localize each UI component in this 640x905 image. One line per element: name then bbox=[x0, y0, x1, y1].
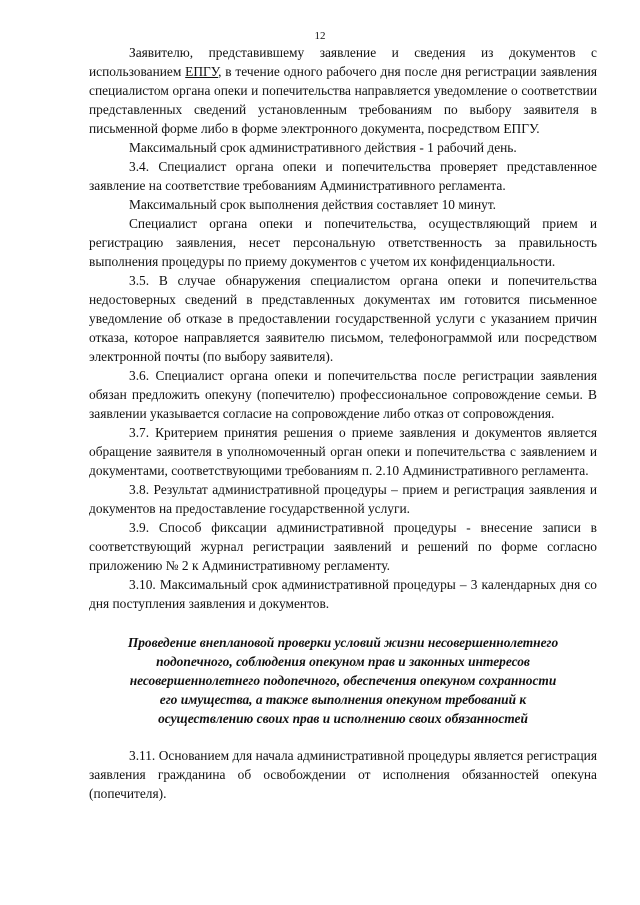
paragraph-max-term-action: Максимальный срок административного действия - 1 рабочий день. bbox=[129, 140, 517, 155]
epgu-link[interactable]: ЕПГУ bbox=[185, 64, 219, 79]
paragraph-3-11: 3.11. Основанием для начала административной процедуры является регистрация заявления гражданина об освобождении от исполнения обязанностей опекуна (попечителя). bbox=[89, 748, 597, 801]
section-heading-line: осуществлению своих прав и исполнению своих обязанностей bbox=[158, 711, 528, 726]
section-heading-line: его имущества, а также выполнения опекуном требований к bbox=[159, 692, 527, 707]
section-heading-line: Проведение внеплановой проверки условий жизни несовершеннолетнего bbox=[127, 635, 559, 650]
document-body bbox=[89, 43, 597, 803]
section-heading-line: подопечного, соблюдения опекуном прав и законных интересов bbox=[156, 654, 530, 669]
paragraph-max-term-10min: Максимальный срок выполнения действия составляет 10 минут. bbox=[129, 197, 497, 212]
paragraph-3-7: 3.7. Критерием принятия решения о приеме заявления и документов является обращение заявителя в уполномоченный орган опеки и попечительства с заявлением и документами, соответствующими требованиям п. 2.10 Административного регламента. bbox=[89, 425, 597, 478]
paragraph-text: Заявителю, представившему заявление и сведения из документов с использованием bbox=[89, 45, 597, 79]
paragraph-responsibility: Специалист органа опеки и попечительства, осуществляющий прием и регистрацию заявления, несет персональную ответственность за правильность выполнения процедуры по приему документов с учетом их конфиденциальности. bbox=[89, 216, 597, 269]
paragraph-3-9: 3.9. Способ фиксации административной процедуры - внесение записи в соответствующий журнал регистрации заявлений и решений по форме согласно приложению № 2 к Административному регламенту. bbox=[89, 520, 597, 573]
paragraph-3-8: 3.8. Результат административной процедуры – прием и регистрация заявления и документов на предоставление государственной услуги. bbox=[89, 482, 597, 516]
paragraph-3-10: 3.10. Максимальный срок административной процедуры – 3 календарных дня со дня поступления заявления и документов. bbox=[89, 577, 597, 611]
paragraph-3-6: 3.6. Специалист органа опеки и попечительства после регистрации заявления обязан предложить опекуну (попечителю) профессиональное сопровождение семьи. В заявлении указывается согласие на сопровождение либо отказ от сопровождения. bbox=[89, 368, 597, 421]
section-heading-line: несовершеннолетнего подопечного, обеспечения опекуном сохранности bbox=[129, 673, 557, 688]
page-number: 12 bbox=[314, 30, 326, 42]
paragraph-3-4: 3.4. Специалист органа опеки и попечительства проверяет представленное заявление на соответствие требованиям Административного регламента. bbox=[89, 159, 597, 193]
paragraph-epgu-notification bbox=[89, 43, 597, 138]
paragraph-text: , в течение одного рабочего дня после дня регистрации заявления специалистом органа опеки и попечительства направляется уведомление о соответствии представленных сведений установленным требованиям по выбору заявителя в письменной форме либо в форме электронного документа, посредством ЕПГУ. bbox=[89, 64, 597, 136]
paragraph-3-5: 3.5. В случае обнаружения специалистом органа опеки и попечительства недостоверных сведений в представленных документах им готовится письменное уведомление об отказе в предоставлении государственной услуги с указанием причин отказа, которое направляется заявителю письмом, телефонограммой или посредством электронной почты (по выбору заявителя). bbox=[89, 273, 597, 364]
section-heading bbox=[89, 633, 597, 728]
